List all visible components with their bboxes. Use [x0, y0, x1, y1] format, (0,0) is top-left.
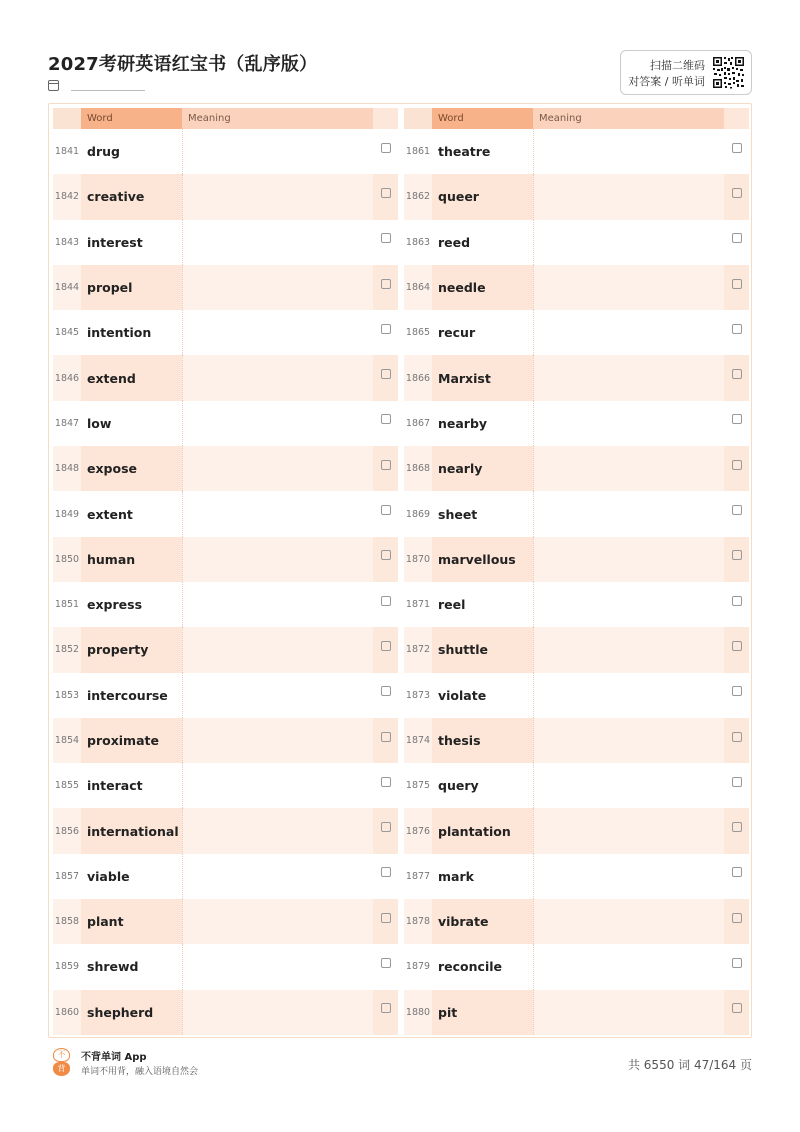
table-row [53, 446, 398, 491]
meaning-blank[interactable] [182, 854, 373, 899]
table-row [404, 310, 749, 355]
logo-top-glyph: 不 [53, 1048, 70, 1062]
table-row [53, 582, 398, 627]
logo-bottom-glyph: 背 [53, 1062, 70, 1076]
meaning-blank[interactable] [533, 990, 724, 1035]
check-cell [724, 673, 749, 718]
meaning-blank[interactable] [533, 129, 724, 174]
table-row [53, 174, 398, 219]
word-number: 1870 [405, 553, 431, 565]
word-number: 1869 [405, 508, 431, 520]
check-cell [724, 355, 749, 400]
check-cell [724, 582, 749, 627]
meaning-blank[interactable] [533, 491, 724, 536]
word-number: 1872 [405, 644, 431, 656]
word-text: query [438, 778, 479, 794]
word-text: reel [438, 597, 466, 613]
word-number: 1851 [54, 599, 80, 611]
word-number: 1842 [54, 191, 80, 203]
word-number: 1857 [54, 870, 80, 882]
checkbox[interactable] [732, 414, 742, 424]
table-row [404, 718, 749, 763]
meaning-blank[interactable] [533, 854, 724, 899]
app-slogan: 单词不用背，融入语境自然会 [81, 1067, 199, 1077]
meaning-blank[interactable] [533, 808, 724, 853]
meaning-blank[interactable] [182, 129, 373, 174]
table-row [404, 401, 749, 446]
qr-caption-line1: 扫描二维码 [650, 59, 705, 72]
check-cell [724, 854, 749, 899]
word-number: 1861 [405, 146, 431, 158]
meaning-blank[interactable] [533, 220, 724, 265]
meaning-blank[interactable] [182, 582, 373, 627]
table-row [404, 220, 749, 265]
word-text: intercourse [87, 687, 168, 703]
date-field [48, 80, 145, 91]
word-text: thesis [432, 718, 533, 763]
check-cell [724, 129, 749, 174]
word-text: interest [87, 234, 143, 250]
checkbox[interactable] [381, 867, 391, 877]
meaning-blank[interactable] [182, 627, 373, 672]
date-blank-line [71, 80, 145, 91]
checkbox[interactable] [732, 641, 742, 651]
word-number: 1855 [54, 780, 80, 792]
meaning-blank[interactable] [182, 763, 373, 808]
checkbox[interactable] [732, 505, 742, 515]
word-text: reed [438, 234, 471, 250]
word-number: 1875 [405, 780, 431, 792]
word-text: reconcile [438, 959, 502, 975]
header-word: Word [81, 108, 182, 129]
meaning-blank[interactable] [182, 718, 373, 763]
word-number: 1863 [405, 236, 431, 248]
word-text: vibrate [432, 899, 533, 944]
table-row [53, 310, 398, 355]
checkbox[interactable] [381, 233, 391, 243]
check-cell [724, 174, 749, 219]
meaning-blank[interactable] [533, 446, 724, 491]
word-number: 1878 [405, 916, 431, 928]
check-cell [724, 808, 749, 853]
word-number: 1856 [54, 825, 80, 837]
word-text: shrewd [87, 959, 139, 975]
checkbox[interactable] [732, 233, 742, 243]
table-row [53, 990, 398, 1035]
meaning-blank[interactable] [182, 808, 373, 853]
checkbox[interactable] [381, 279, 391, 289]
table-row [404, 944, 749, 989]
meaning-blank[interactable] [533, 355, 724, 400]
checkbox[interactable] [732, 1003, 742, 1013]
meaning-blank[interactable] [533, 718, 724, 763]
checkbox[interactable] [381, 822, 391, 832]
checkbox[interactable] [732, 324, 742, 334]
meaning-blank[interactable] [182, 446, 373, 491]
word-text: mark [438, 868, 474, 884]
check-cell [724, 718, 749, 763]
check-cell [373, 718, 398, 763]
meaning-blank[interactable] [182, 401, 373, 446]
word-number: 1868 [405, 463, 431, 475]
header-check-cell [373, 108, 398, 129]
table-row [404, 627, 749, 672]
check-cell [373, 265, 398, 310]
checkbox[interactable] [732, 867, 742, 877]
table-row [53, 220, 398, 265]
checkbox[interactable] [732, 460, 742, 470]
header-meaning: Meaning [533, 108, 724, 129]
qr-card[interactable] [620, 50, 752, 95]
check-cell [724, 265, 749, 310]
word-text: property [81, 627, 182, 672]
table-row [53, 854, 398, 899]
word-number: 1845 [54, 327, 80, 339]
header-number-cell [53, 108, 81, 129]
table-row [53, 673, 398, 718]
table-row [404, 537, 749, 582]
word-text: theatre [438, 144, 491, 160]
word-number: 1860 [54, 1006, 80, 1018]
word-number: 1849 [54, 508, 80, 520]
check-cell [373, 854, 398, 899]
word-text: extent [87, 506, 133, 522]
check-cell [373, 899, 398, 944]
checkbox[interactable] [381, 324, 391, 334]
check-cell [724, 310, 749, 355]
word-text: recur [438, 325, 476, 341]
app-logo-icon [52, 1048, 72, 1077]
table-row [53, 718, 398, 763]
word-number: 1852 [54, 644, 80, 656]
word-number: 1853 [54, 689, 80, 701]
page-counter: 共 6550 词 47/164 页 [627, 1058, 752, 1072]
check-cell [373, 174, 398, 219]
word-text: plantation [432, 808, 533, 853]
word-table [48, 103, 752, 1038]
word-text: pit [432, 990, 533, 1035]
table-row [404, 129, 749, 174]
checkbox[interactable] [732, 732, 742, 742]
checkbox[interactable] [381, 143, 391, 153]
checkbox[interactable] [381, 1003, 391, 1013]
word-text: queer [432, 174, 533, 219]
meaning-blank[interactable] [182, 174, 373, 219]
checkbox[interactable] [381, 596, 391, 606]
check-cell [373, 355, 398, 400]
table-row [53, 401, 398, 446]
check-cell [373, 808, 398, 853]
word-number: 1858 [54, 916, 80, 928]
checkbox[interactable] [732, 686, 742, 696]
table-row [404, 808, 749, 853]
meaning-blank[interactable] [533, 944, 724, 989]
check-cell [373, 582, 398, 627]
table-row [404, 763, 749, 808]
check-cell [373, 944, 398, 989]
table-row [404, 854, 749, 899]
table-row [404, 446, 749, 491]
checkbox[interactable] [381, 369, 391, 379]
meaning-blank[interactable] [533, 673, 724, 718]
table-row [53, 899, 398, 944]
check-cell [724, 220, 749, 265]
meaning-blank[interactable] [533, 265, 724, 310]
word-text: propel [81, 265, 182, 310]
meaning-blank[interactable] [182, 310, 373, 355]
meaning-blank[interactable] [182, 220, 373, 265]
checkbox[interactable] [381, 505, 391, 515]
page-title: 2027考研英语红宝书（乱序版） [48, 54, 318, 75]
meaning-blank[interactable] [533, 899, 724, 944]
checkbox[interactable] [381, 732, 391, 742]
checkbox[interactable] [381, 414, 391, 424]
checkbox[interactable] [732, 596, 742, 606]
word-text: international [81, 808, 182, 853]
check-cell [373, 763, 398, 808]
word-number: 1850 [54, 553, 80, 565]
meaning-blank[interactable] [533, 763, 724, 808]
word-text: marvellous [432, 537, 533, 582]
word-text: nearby [438, 415, 488, 431]
meaning-blank[interactable] [533, 582, 724, 627]
word-text: drug [87, 144, 120, 160]
word-text: sheet [438, 506, 478, 522]
checkbox[interactable] [732, 279, 742, 289]
table-row [53, 491, 398, 536]
word-number: 1877 [405, 870, 431, 882]
check-cell [724, 537, 749, 582]
check-cell [373, 129, 398, 174]
qr-code-icon[interactable] [712, 56, 745, 89]
word-text: human [81, 537, 182, 582]
word-text: shepherd [81, 990, 182, 1035]
table-row [404, 673, 749, 718]
word-text: expose [81, 446, 182, 491]
qr-caption [628, 58, 705, 90]
checkbox[interactable] [732, 143, 742, 153]
table-row [53, 129, 398, 174]
table-row [53, 265, 398, 310]
checkbox[interactable] [381, 958, 391, 968]
word-number: 1846 [54, 372, 80, 384]
table-row [404, 899, 749, 944]
left-column [53, 104, 398, 1035]
word-text: Marxist [432, 355, 533, 400]
word-number: 1865 [405, 327, 431, 339]
check-cell [724, 763, 749, 808]
word-number: 1854 [54, 735, 80, 746]
meaning-blank[interactable] [182, 899, 373, 944]
word-number: 1841 [54, 146, 80, 158]
table-row [53, 944, 398, 989]
word-text: nearly [432, 446, 533, 491]
check-cell [724, 990, 749, 1035]
word-text: needle [432, 265, 533, 310]
meaning-blank[interactable] [182, 990, 373, 1035]
word-number: 1874 [405, 735, 431, 746]
meaning-blank[interactable] [182, 491, 373, 536]
word-text: extend [81, 355, 182, 400]
word-text: low [87, 415, 112, 431]
header-word: Word [432, 108, 533, 129]
header-number-cell [404, 108, 432, 129]
word-text: interact [87, 778, 143, 794]
word-number: 1844 [54, 282, 80, 294]
word-number: 1843 [54, 236, 80, 248]
check-cell [373, 537, 398, 582]
checkbox[interactable] [732, 822, 742, 832]
checkbox[interactable] [732, 369, 742, 379]
word-text: plant [81, 899, 182, 944]
check-cell [724, 944, 749, 989]
word-number: 1866 [405, 372, 431, 384]
meaning-blank[interactable] [182, 944, 373, 989]
meaning-blank[interactable] [182, 673, 373, 718]
checkbox[interactable] [381, 686, 391, 696]
checkbox[interactable] [732, 777, 742, 787]
table-row [404, 355, 749, 400]
calendar-icon [48, 80, 59, 91]
checkbox[interactable] [381, 777, 391, 787]
header-meaning: Meaning [182, 108, 373, 129]
table-row [53, 808, 398, 853]
word-text: intention [87, 325, 152, 341]
table-header [53, 108, 398, 129]
check-cell [724, 401, 749, 446]
check-cell [373, 673, 398, 718]
check-cell [373, 627, 398, 672]
checkbox[interactable] [381, 913, 391, 923]
check-cell [724, 491, 749, 536]
word-number: 1864 [405, 282, 431, 294]
meaning-blank[interactable] [182, 265, 373, 310]
word-number: 1847 [54, 417, 80, 429]
checkbox[interactable] [381, 641, 391, 651]
word-text: proximate [81, 718, 182, 763]
checkbox[interactable] [732, 188, 742, 198]
table-header [404, 108, 749, 129]
checkbox[interactable] [732, 913, 742, 923]
app-name: 不背单词 App [81, 1052, 147, 1063]
word-number: 1871 [405, 599, 431, 611]
checkbox[interactable] [381, 188, 391, 198]
table-row [53, 627, 398, 672]
word-text: viable [87, 868, 130, 884]
word-number: 1876 [405, 825, 431, 837]
table-row [404, 582, 749, 627]
meaning-blank[interactable] [533, 401, 724, 446]
word-number: 1873 [405, 689, 431, 701]
word-text: express [87, 597, 143, 613]
header-check-cell [724, 108, 749, 129]
checkbox[interactable] [381, 550, 391, 560]
check-cell [373, 310, 398, 355]
word-number: 1880 [405, 1006, 431, 1018]
right-column [404, 104, 749, 1035]
table-row [53, 763, 398, 808]
check-cell [724, 627, 749, 672]
check-cell [724, 899, 749, 944]
word-number: 1879 [405, 961, 431, 973]
checkbox[interactable] [732, 550, 742, 560]
check-cell [373, 491, 398, 536]
check-cell [373, 990, 398, 1035]
word-text: creative [81, 174, 182, 219]
word-text: violate [438, 687, 487, 703]
table-row [404, 491, 749, 536]
table-row [53, 537, 398, 582]
word-number: 1867 [405, 417, 431, 429]
table-row [404, 174, 749, 219]
table-row [404, 990, 749, 1035]
word-number: 1859 [54, 961, 80, 973]
meaning-blank[interactable] [533, 627, 724, 672]
check-cell [724, 446, 749, 491]
word-number: 1848 [54, 463, 80, 475]
checkbox[interactable] [732, 958, 742, 968]
meaning-blank[interactable] [533, 174, 724, 219]
table-row [404, 265, 749, 310]
meaning-blank[interactable] [533, 310, 724, 355]
meaning-blank[interactable] [533, 537, 724, 582]
word-number: 1862 [405, 191, 431, 203]
checkbox[interactable] [381, 460, 391, 470]
word-text: shuttle [432, 627, 533, 672]
meaning-blank[interactable] [182, 537, 373, 582]
check-cell [373, 446, 398, 491]
check-cell [373, 401, 398, 446]
meaning-blank[interactable] [182, 355, 373, 400]
check-cell [373, 220, 398, 265]
qr-caption-line2: 对答案 / 听单词 [628, 75, 705, 88]
table-row [53, 355, 398, 400]
